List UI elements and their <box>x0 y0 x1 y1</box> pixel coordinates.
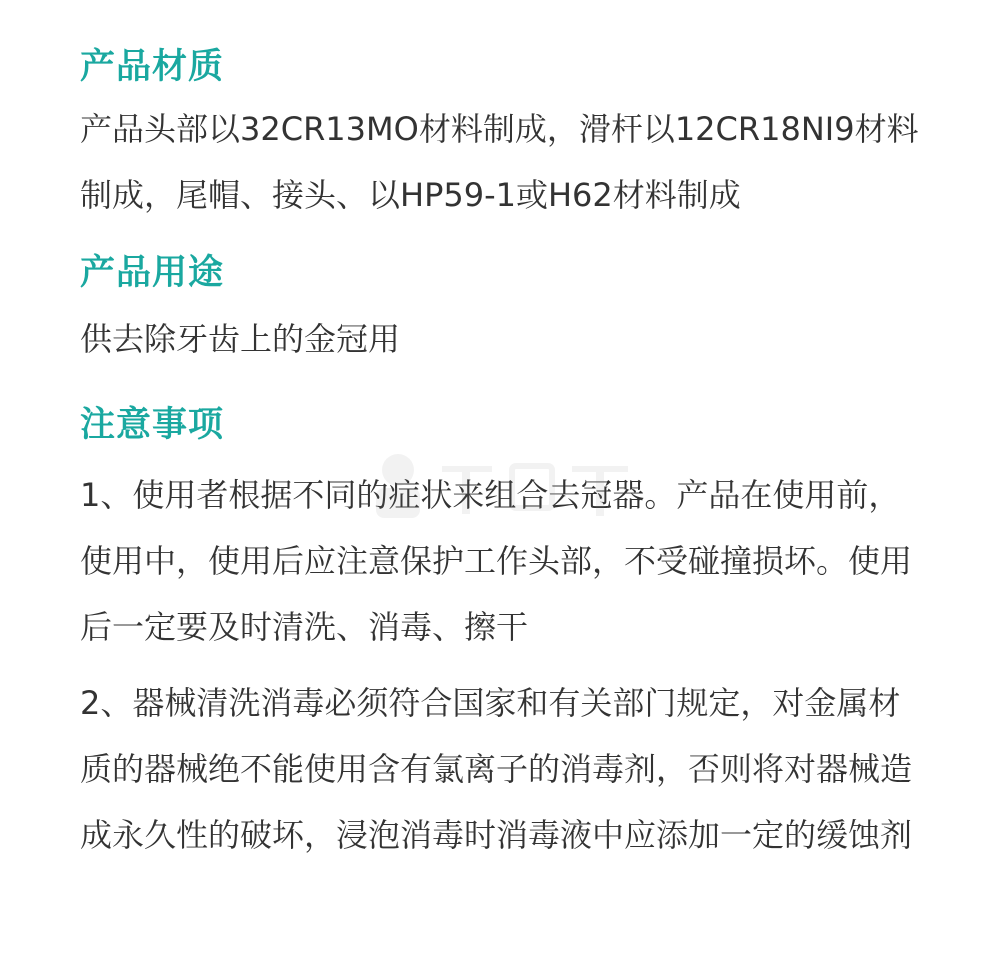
section-title-material: 产品材质 <box>80 47 225 87</box>
section-title-usage: 产品用途 <box>80 253 225 293</box>
notes-paragraph-1: 1、使用者根据不同的症状来组合去冠器。产品在使用前，使用中，使用后应注意保护工作头部，不受碰撞损坏。使用后一定要及时清洗、消毒、擦干 <box>80 476 913 646</box>
notes-paragraph-2: 2、器械清洗消毒必须符合国家和有关部门规定，对金属材质的器械绝不能使用含有氯离子的消毒剂，否则将对器械造成永久性的破坏，浸泡消毒时消毒液中应添加一定的缓蚀剂 <box>80 684 913 854</box>
section-title-notes: 注意事项 <box>80 405 225 445</box>
material-paragraph: 产品头部以32CR13MO材料制成，滑杆以12CR18NI9材料制成，尾帽、接头、以HP59-1或H62材料制成 <box>80 110 919 214</box>
usage-paragraph: 供去除牙齿上的金冠用 <box>80 320 401 358</box>
product-document <box>80 40 920 936</box>
section-next-partial <box>80 896 920 936</box>
section-usage <box>80 246 920 372</box>
section-material <box>80 40 920 228</box>
section-title-next-cutoff <box>80 896 920 936</box>
section-notes <box>80 398 920 868</box>
